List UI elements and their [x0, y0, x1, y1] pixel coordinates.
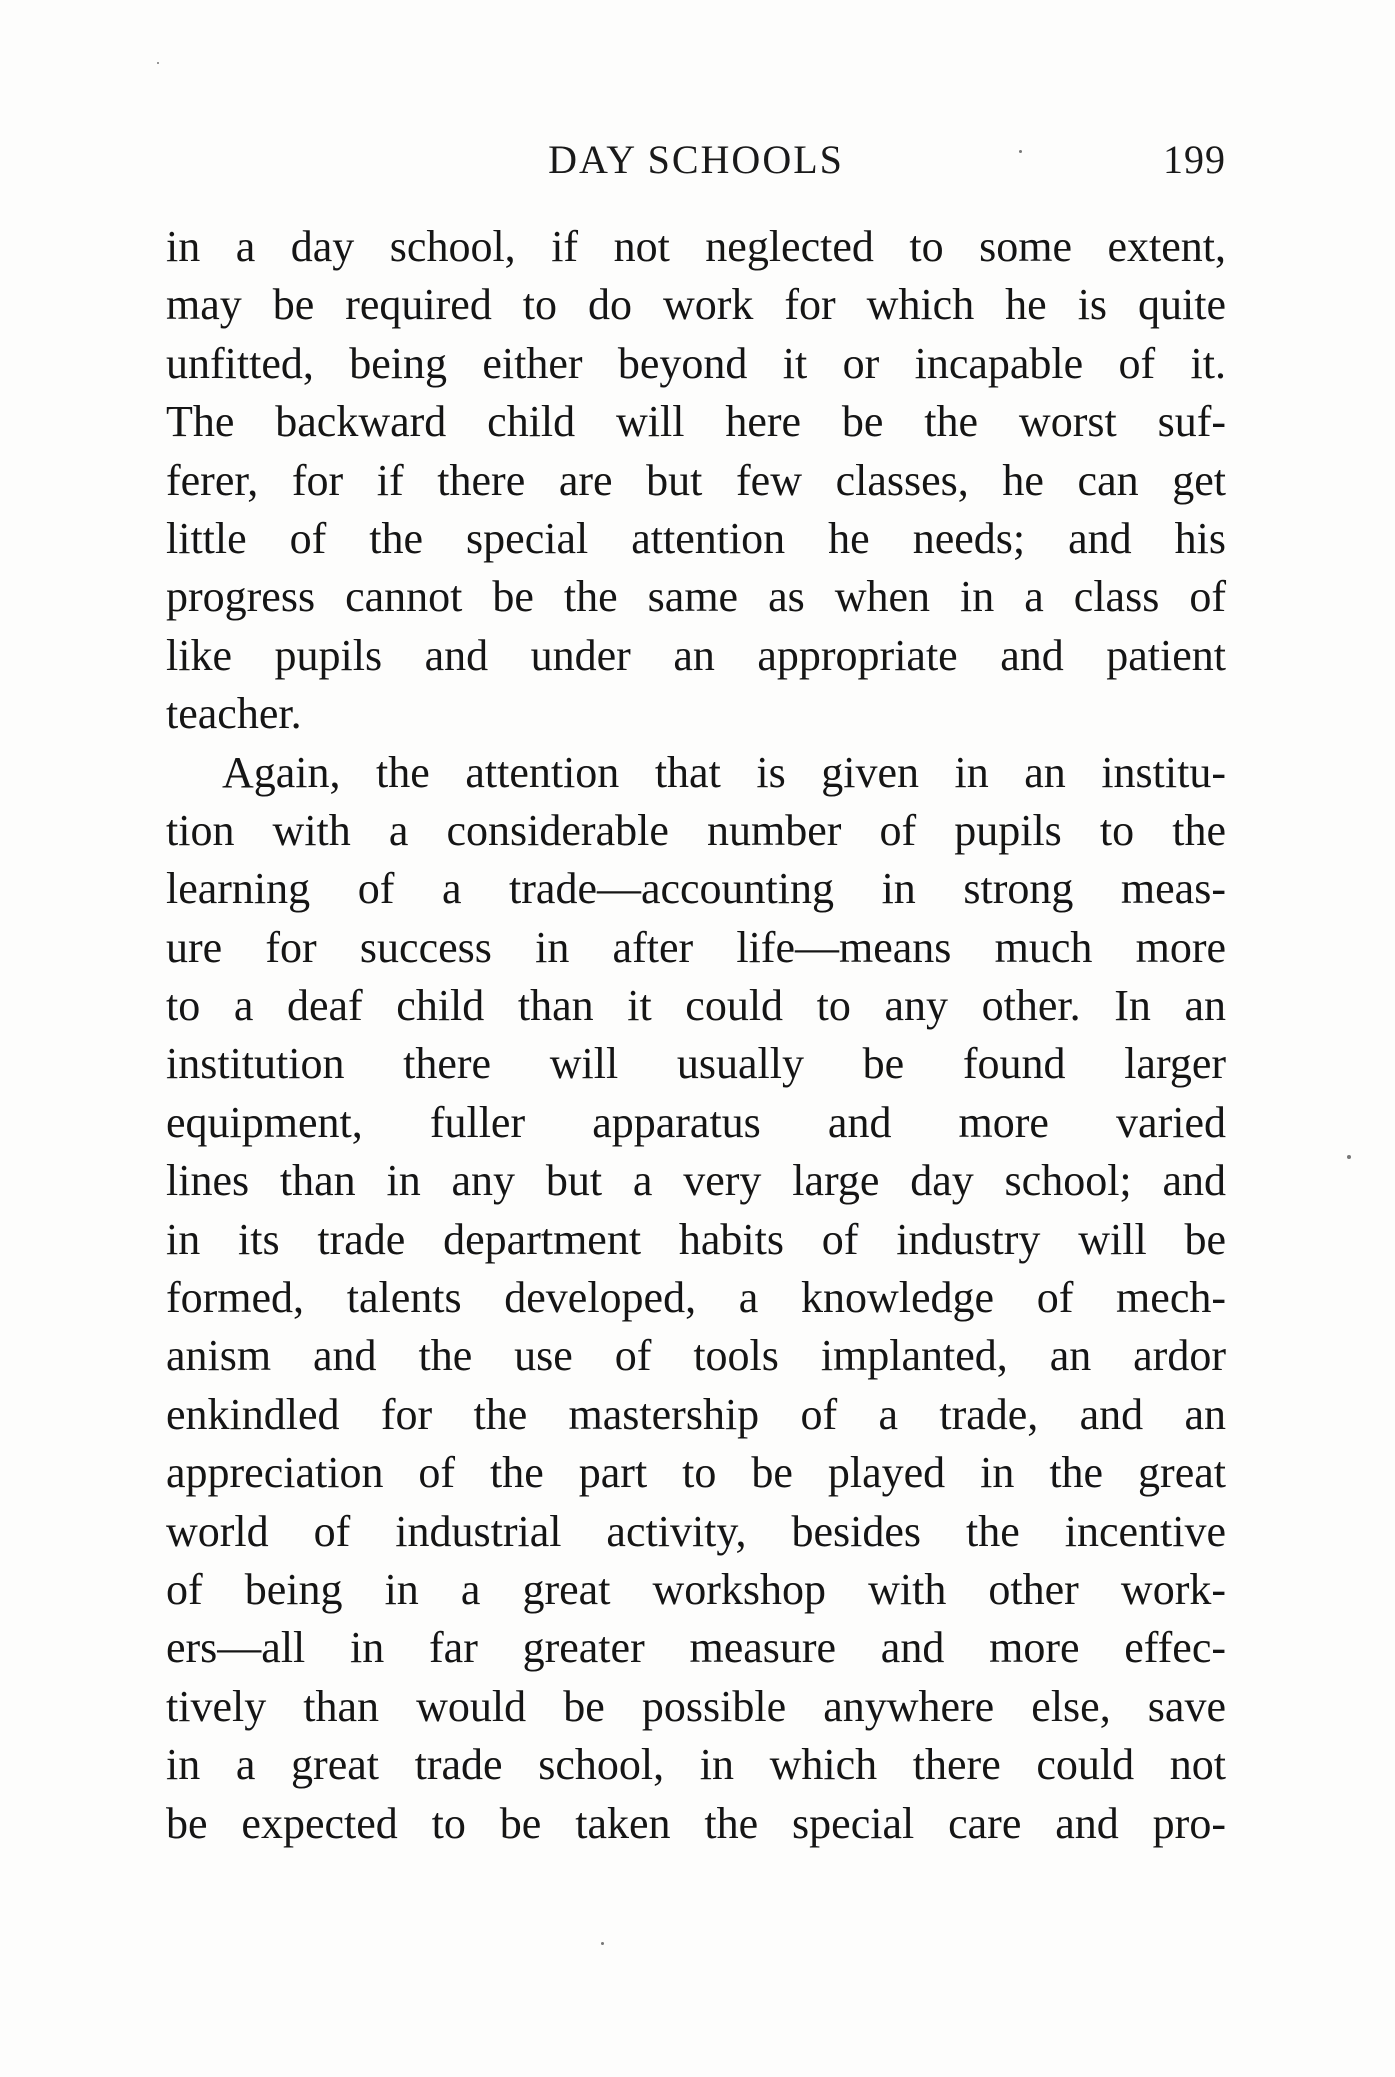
body-text — [166, 218, 1226, 1853]
text-line: ferer, for if there are but few classes, he can get — [166, 455, 1226, 505]
scan-speck — [601, 1942, 604, 1945]
text-line: appreciation of the part to be played in the great — [166, 1448, 1226, 1498]
text-line: ers—all in far greater measure and more effec- — [166, 1623, 1226, 1673]
scan-speck — [157, 62, 159, 64]
text-line: lines than in any but a very large day school; and — [166, 1156, 1226, 1206]
paragraph-2 — [166, 744, 1226, 1853]
text-line: ure for success in after life—means much more — [166, 922, 1226, 972]
text-line: in a day school, if not neglected to some extent, — [166, 222, 1226, 271]
scan-speck — [1347, 1155, 1351, 1159]
text-line: anism and the use of tools implanted, an ardor — [166, 1331, 1226, 1381]
page-number: 199 — [1163, 137, 1226, 182]
text-line: equipment, fuller apparatus and more varied — [166, 1097, 1226, 1147]
text-line: Again, the attention that is given in an institu- — [222, 747, 1226, 797]
paragraph-1 — [166, 218, 1226, 744]
text-line: of being in a great workshop with other work- — [166, 1564, 1226, 1614]
text-line: unfitted, being either beyond it or incapable of it. — [166, 338, 1226, 388]
text-line: tion with a considerable number of pupils to the — [166, 805, 1226, 855]
text-line: institution there will usually be found larger — [166, 1039, 1226, 1089]
scan-speck — [1019, 150, 1022, 153]
text-line: tively than would be possible anywhere else, save — [166, 1681, 1226, 1731]
text-line: in a great trade school, in which there could not — [166, 1740, 1226, 1790]
text-line: may be required to do work for which he is quite — [166, 280, 1226, 330]
text-line: learning of a trade—accounting in strong meas- — [166, 864, 1226, 914]
text-line: in its trade department habits of industry will be — [166, 1214, 1226, 1264]
text-line: to a deaf child than it could to any other. In an — [166, 981, 1226, 1031]
text-line: formed, talents developed, a knowledge of mech- — [166, 1273, 1226, 1323]
running-title: DAY SCHOOLS — [548, 137, 844, 182]
text-line: teacher. — [166, 689, 302, 739]
text-line: world of industrial activity, besides the incentive — [166, 1506, 1226, 1556]
text-line: like pupils and under an appropriate and patient — [166, 630, 1226, 680]
text-line: enkindled for the mastership of a trade, and an — [166, 1389, 1226, 1439]
text-line: be expected to be taken the special care and pro- — [166, 1798, 1226, 1848]
text-line: little of the special attention he needs; and his — [166, 513, 1226, 563]
text-line: progress cannot be the same as when in a class of — [166, 572, 1226, 622]
text-line: The backward child will here be the worst suf- — [166, 397, 1226, 447]
running-head — [166, 136, 1226, 196]
